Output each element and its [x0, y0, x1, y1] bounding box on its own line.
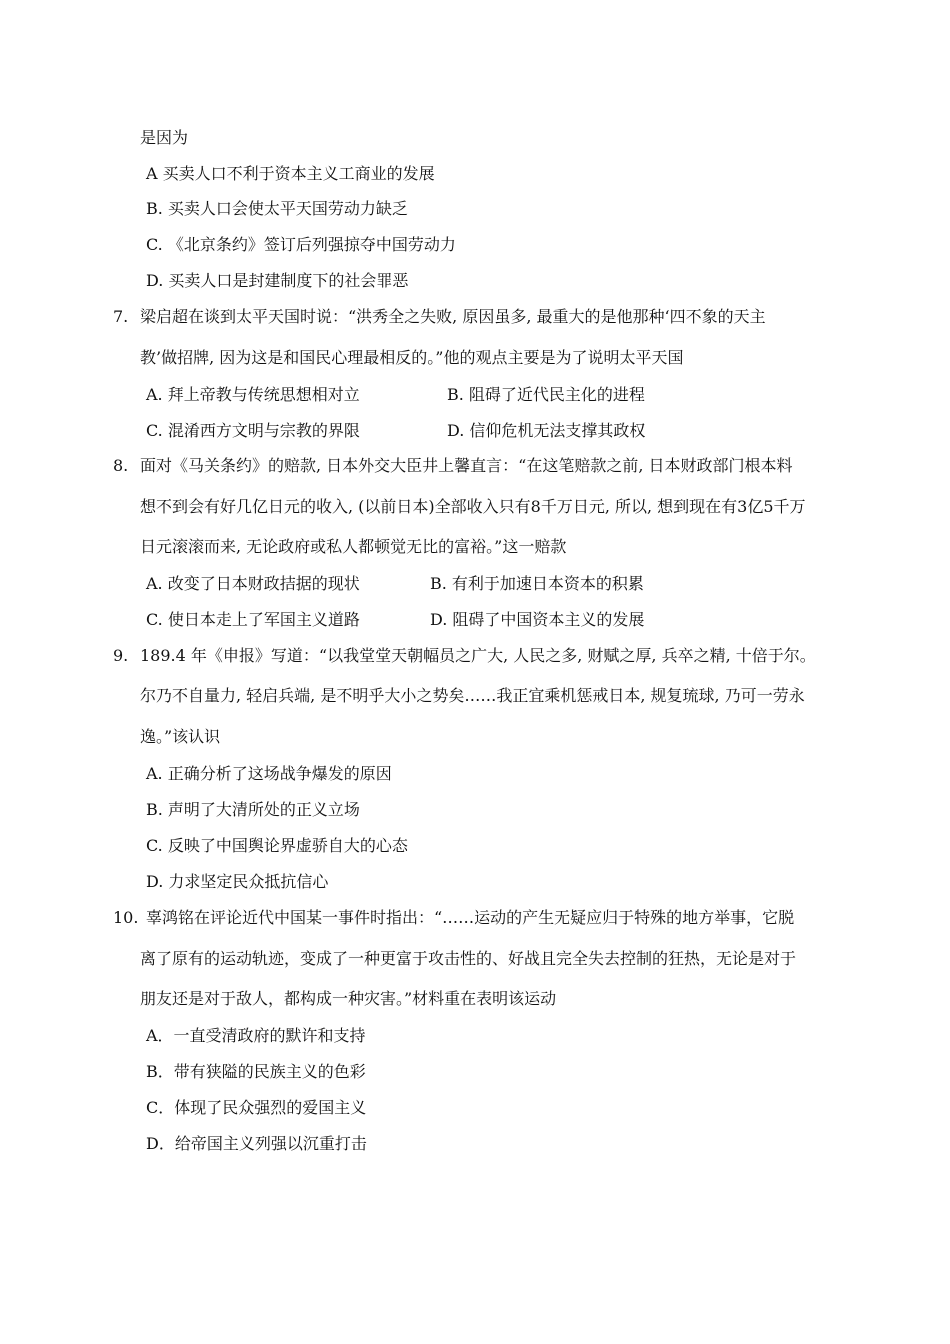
q7-option-c: C. 混淆西方文明与宗教的界限 [146, 421, 360, 440]
q9-option-a: A. 正确分析了这场战争爆发的原因 [146, 764, 392, 783]
q9-option-d: D. 力求坚定民众抵抗信心 [146, 872, 329, 891]
q9-stem-line-1: 189.4 年《申报》写道：“以我堂堂天朝幅员之广大, 人民之多, 财赋之厚, 兵卒之精, 十倍于尔。 [140, 646, 816, 665]
q9-stem-line-3: 逸。”该认识 [140, 727, 221, 746]
q9-option-b: B. 声明了大清所处的正义立场 [146, 800, 360, 819]
q6-option-a: A 买卖人口不利于资本主义工商业的发展 [146, 164, 435, 183]
q8-stem-line-3: 日元滚滚而来, 无论政府或私人都顿觉无比的富裕。”这一赔款 [140, 537, 567, 556]
q7-option-a: A. 拜上帝教与传统思想相对立 [146, 385, 360, 404]
q8-number: 8. [113, 456, 129, 475]
q9-number: 9. [113, 646, 129, 665]
q6-option-d: D. 买卖人口是封建制度下的社会罪恶 [146, 271, 409, 290]
q7-option-d: D. 信仰危机无法支撑其政权 [447, 421, 646, 440]
q8-stem-line-2: 想不到会有好几亿日元的收入, (以前日本)全部收入只有8千万日元, 所以, 想到现在有3亿5千万 [140, 497, 806, 516]
q9-option-c: C. 反映了中国舆论界虚骄自大的心态 [146, 836, 408, 855]
q10-stem-line-3: 朋友还是对于敌人，都构成一种灾害。”材料重在表明该运动 [140, 989, 557, 1008]
q10-option-c: C．体现了民众强烈的爱国主义 [146, 1098, 367, 1117]
q10-stem-line-1: 辜鸿铭在评论近代中国某一事件时指出：“……运动的产生无疑应归于特殊的地方举事，它脱 [146, 908, 795, 927]
q8-option-a: A. 改变了日本财政拮据的现状 [146, 574, 360, 593]
q7-option-b: B. 阻碍了近代民主化的进程 [447, 385, 645, 404]
q8-option-d: D. 阻碍了中国资本主义的发展 [430, 610, 645, 629]
q10-option-d: D．给帝国主义列强以沉重打击 [146, 1134, 367, 1153]
q10-number: 10. [113, 908, 139, 927]
q6-stem-tail: 是因为 [140, 128, 189, 147]
q9-stem-line-2: 尔乃不自量力, 轻启兵端, 是不明乎大小之势矣……我正宜乘机惩戒日本, 规复琉球, 乃可一劳永 [140, 686, 805, 705]
q7-number: 7. [113, 307, 129, 326]
q10-option-b: B．带有狭隘的民族主义的色彩 [146, 1062, 366, 1081]
q10-stem-line-2: 离了原有的运动轨迹，变成了一种更富于攻击性的、好战且完全失去控制的狂热，无论是对于 [140, 949, 797, 968]
q7-stem-line-2: 教’做招牌, 因为这是和国民心理最相反的。”他的观点主要是为了说明太平天国 [140, 348, 684, 367]
q8-stem-line-1: 面对《马关条约》的赔款, 日本外交大臣井上馨直言：“在这笔赔款之前, 日本财政部门根本料 [140, 456, 793, 475]
q6-option-c: C. 《北京条约》签订后列强掠夺中国劳动力 [146, 235, 456, 254]
q6-option-b: B. 买卖人口会使太平天国劳动力缺乏 [146, 199, 408, 218]
q7-stem-line-1: 梁启超在谈到太平天国时说：“洪秀全之失败, 原因虽多, 最重大的是他那种‘四不象的天主 [140, 307, 766, 326]
q8-option-c: C. 使日本走上了军国主义道路 [146, 610, 360, 629]
q10-option-a: A．一直受清政府的默许和支持 [146, 1026, 366, 1045]
q8-option-b: B. 有利于加速日本资本的积累 [430, 574, 644, 593]
